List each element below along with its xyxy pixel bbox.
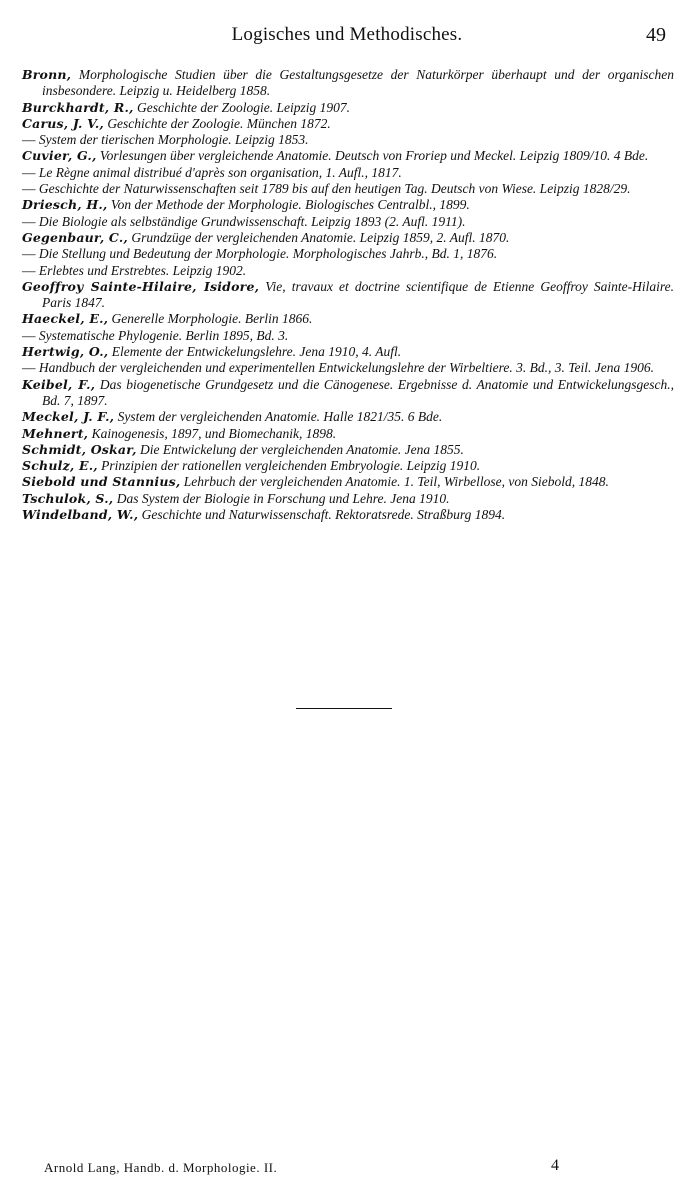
bibliography-entry	[22, 344, 674, 360]
bibliography-entry	[22, 442, 674, 458]
entry-text: Die Stellung und Bedeutung der Morphologie. Morphologisches Jahrb., Bd. 1, 1876.	[38, 246, 498, 262]
bibliography-entry	[22, 246, 674, 262]
bibliography-entry	[22, 409, 674, 425]
entry-author: Cuvier, G.,	[22, 148, 97, 164]
bibliography-list	[22, 67, 674, 523]
bibliography-entry	[22, 132, 674, 148]
entry-dash: —	[22, 360, 36, 376]
bibliography-entry	[22, 279, 674, 312]
entry-text: Geschichte der Zoologie. Leipzig 1907.	[136, 99, 350, 115]
entry-text: Le Règne animal distribué d'après son organisation, 1. Aufl., 1817.	[38, 164, 402, 180]
entry-author: Tschulok, S.,	[22, 490, 114, 506]
entry-dash: —	[22, 213, 36, 229]
entry-author: Gegenbaur, C.,	[22, 229, 128, 245]
entry-text: System der vergleichenden Anatomie. Halle 1821/35. 6 Bde.	[117, 409, 443, 425]
entry-dash: —	[22, 327, 36, 343]
entry-text: Geschichte der Naturwissenschaften seit 1789 bis auf den heutigen Tag. Deutsch von Wiese. Leipzig 1828/29.	[38, 181, 631, 197]
entry-text: Handbuch der vergleichenden und experimentellen Entwickelungslehre der Wirbeltiere. 3. Bd., 3. Teil. Jena 1906.	[38, 360, 654, 376]
bibliography-entry	[22, 360, 674, 376]
entry-author: Carus, J. V.,	[22, 115, 104, 131]
bibliography-entry	[22, 458, 674, 474]
entry-text: Erlebtes und Erstrebtes. Leipzig 1902.	[38, 262, 247, 278]
entry-dash: —	[22, 164, 36, 180]
bibliography-entry	[22, 311, 674, 327]
bibliography-entry	[22, 426, 674, 442]
signature-mark: 4	[551, 1157, 559, 1174]
entry-text: System der tierischen Morphologie. Leipzig 1853.	[38, 132, 309, 148]
entry-text: Vorlesungen über vergleichende Anatomie. Deutsch von Froriep und Meckel. Leipzig 1809/10. 4 Bde.	[99, 148, 649, 164]
entry-text: Das System der Biologie in Forschung und Lehre. Jena 1910.	[116, 490, 450, 506]
section-divider	[296, 708, 392, 709]
bibliography-entry	[22, 197, 674, 213]
running-title: Logisches und Methodisches.	[231, 24, 463, 45]
bibliography-entry	[22, 263, 674, 279]
bibliography-entry	[22, 148, 674, 164]
entry-author: Bronn,	[22, 67, 72, 82]
entry-author: Siebold und Stannius,	[22, 474, 181, 490]
entry-author: Driesch, H.,	[22, 197, 108, 213]
entry-author: Geoffroy Sainte-Hilaire, Isidore,	[22, 278, 260, 294]
bibliography-entry	[22, 165, 674, 181]
entry-author: Burckhardt, R.,	[22, 99, 134, 115]
entry-text: Elemente der Entwickelungslehre. Jena 1910, 4. Aufl.	[111, 344, 402, 360]
entry-author: Keibel, F.,	[22, 376, 96, 392]
entry-author: Mehnert,	[22, 425, 89, 441]
entry-dash: —	[22, 132, 36, 148]
bibliography-entry	[22, 474, 674, 490]
bibliography-entry	[22, 116, 674, 132]
bibliography-entry	[22, 507, 674, 523]
bibliography-entry	[22, 230, 674, 246]
bibliography-entry	[22, 181, 674, 197]
entry-author: Schulz, E.,	[22, 458, 98, 474]
bibliography-entry	[22, 491, 674, 507]
entry-text: Von der Methode der Morphologie. Biologisches Centralbl., 1899.	[110, 197, 470, 213]
entry-text: Lehrbuch der vergleichenden Anatomie. 1. Teil, Wirbellose, von Siebold, 1848.	[183, 474, 609, 490]
entry-text: Systematische Phylogenie. Berlin 1895, Bd. 3.	[38, 327, 289, 343]
entry-text: Geschichte der Zoologie. München 1872.	[107, 115, 331, 131]
entry-text: Geschichte und Naturwissenschaft. Rektoratsrede. Straßburg 1894.	[141, 507, 506, 523]
bibliography-entry	[22, 377, 674, 410]
entry-text: Generelle Morphologie. Berlin 1866.	[111, 311, 313, 327]
entry-text: Die Biologie als selbständige Grundwissenschaft. Leipzig 1893 (2. Aufl. 1911).	[38, 213, 466, 229]
entry-text: Die Entwickelung der vergleichenden Anatomie. Jena 1855.	[140, 441, 464, 457]
bibliography-entry	[22, 214, 674, 230]
entry-author: Schmidt, Oskar,	[22, 441, 137, 457]
entry-dash: —	[22, 262, 36, 278]
entry-text: Vie, travaux et doctrine scientifique de Etienne Geoffroy Sainte-Hilaire. Paris 1847.	[42, 278, 675, 311]
entry-text: Grundzüge der vergleichenden Anatomie. Leipzig 1859, 2. Aufl. 1870.	[131, 229, 510, 245]
entry-dash: —	[22, 246, 36, 262]
bibliography-entry	[22, 328, 674, 344]
page-number: 49	[646, 24, 666, 46]
entry-author: Meckel, J. F.,	[22, 409, 115, 425]
entry-dash: —	[22, 181, 36, 197]
entry-author: Hertwig, O.,	[22, 344, 109, 360]
entry-text: Prinzipien der rationellen vergleichenden Embryologie. Leipzig 1910.	[101, 458, 481, 474]
bibliography-entry	[22, 67, 674, 100]
bibliography-entry	[22, 100, 674, 116]
entry-author: Haeckel, E.,	[22, 311, 109, 327]
entry-author: Windelband, W.,	[22, 507, 139, 523]
entry-text: Morphologische Studien über die Gestaltungsgesetze der Naturkörper überhaupt und der organischen insbesondere. Leipzig u. Heidelberg 1858.	[42, 67, 674, 99]
footer-source: Arnold Lang, Handb. d. Morphologie. II.	[44, 1160, 278, 1175]
entry-text: Kainogenesis, 1897, und Biomechanik, 1898.	[91, 425, 337, 441]
entry-text: Das biogenetische Grundgesetz und die Cänogenese. Ergebnisse d. Anatomie und Entwickelungsgesch., Bd. 7, 1897.	[42, 376, 674, 408]
